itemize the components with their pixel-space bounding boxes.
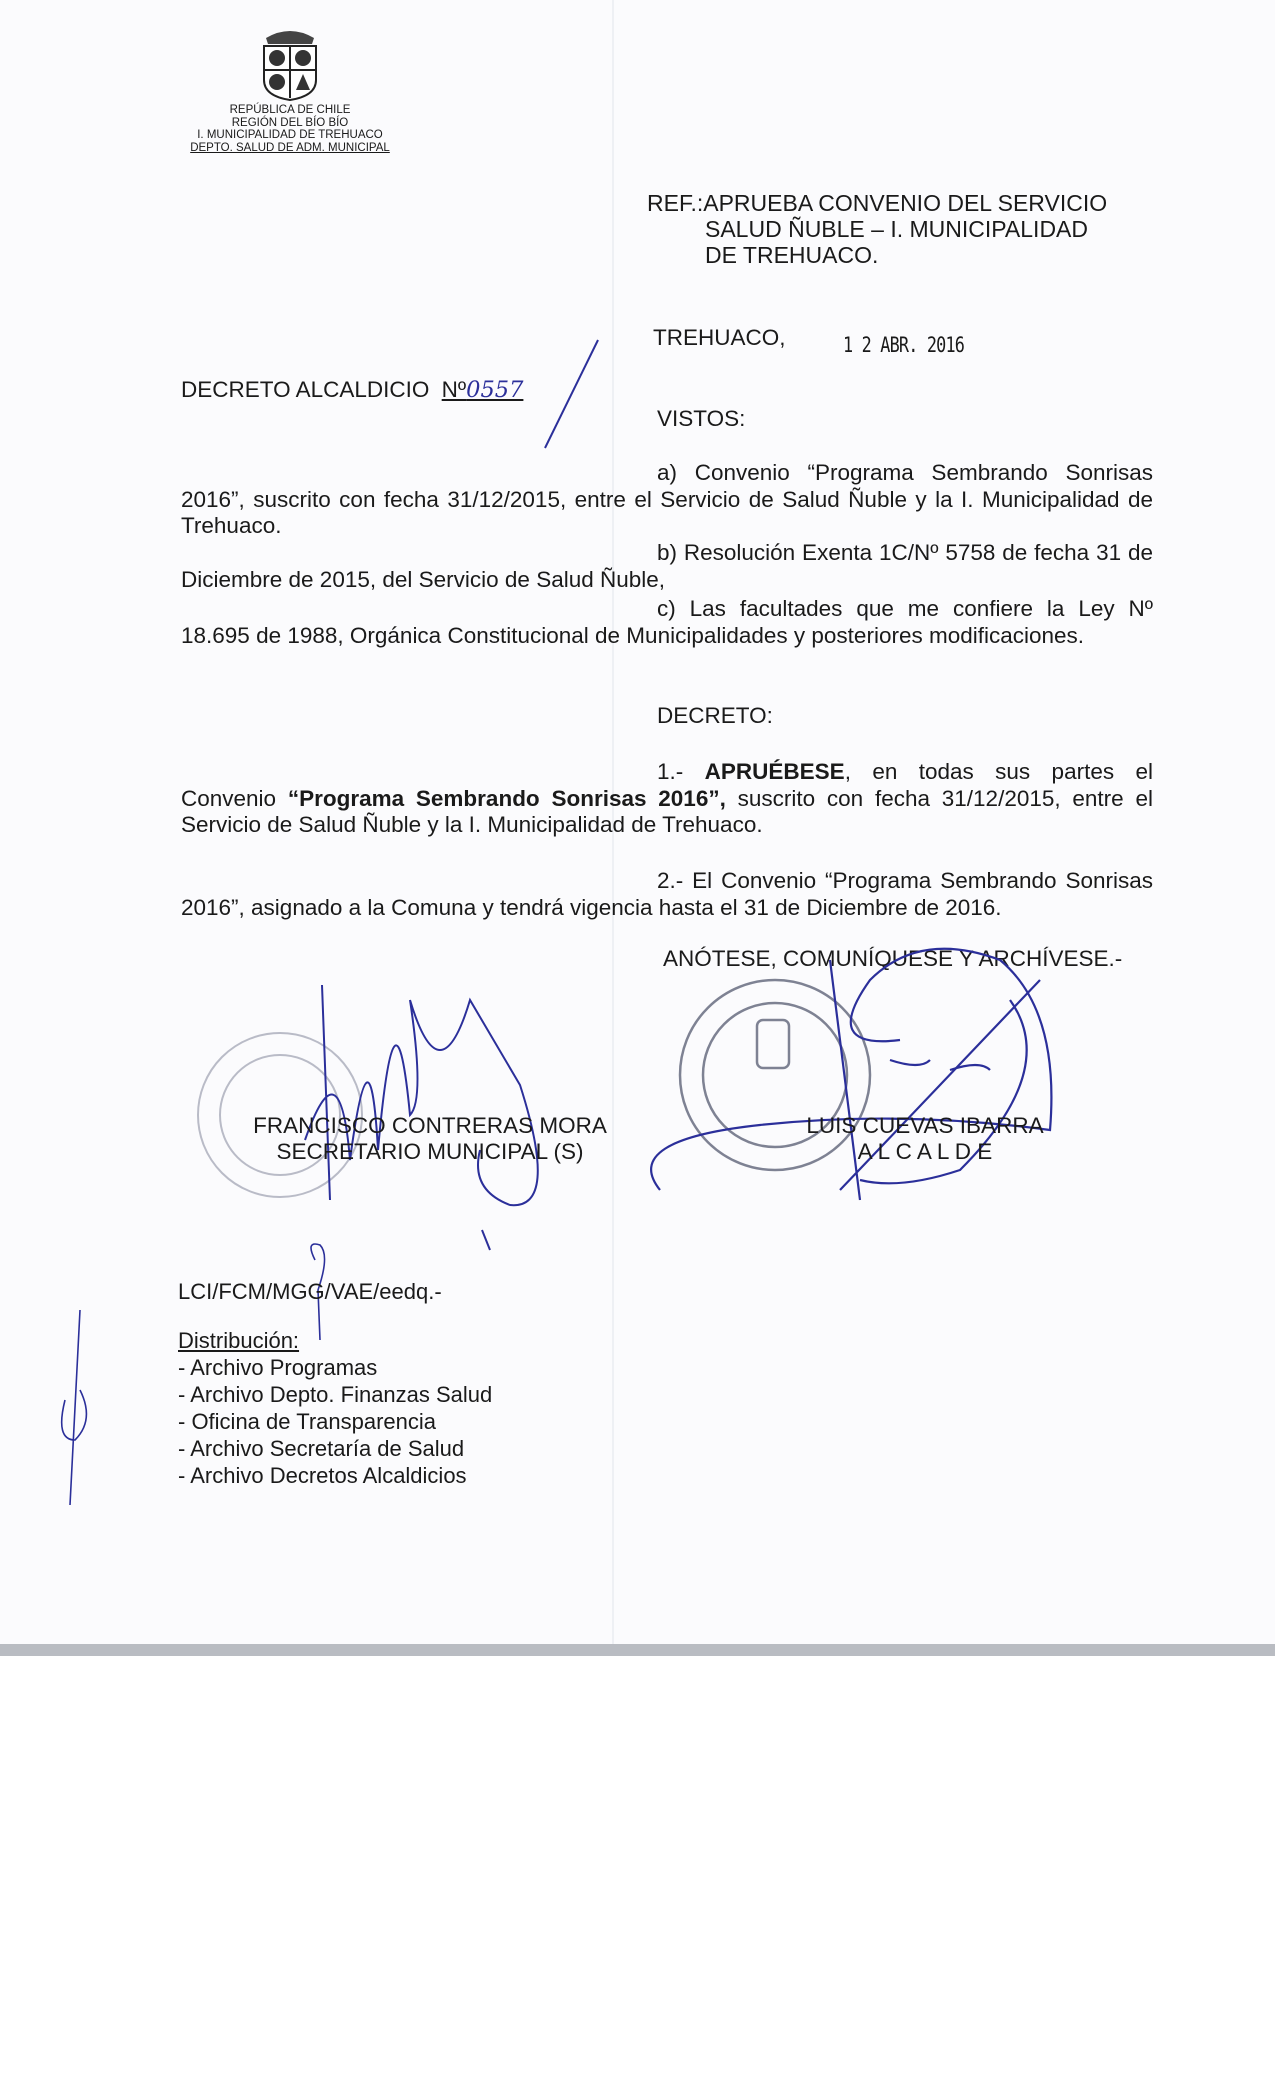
signatory-mayor bbox=[770, 1113, 1080, 1165]
distribution-heading: Distribución: bbox=[178, 1328, 300, 1353]
distribution-item: - Archivo Decretos Alcaldicios bbox=[178, 1463, 467, 1488]
bold-text: “Programa Sembrando Sonrisas 2016”, bbox=[287, 785, 726, 811]
signatory-title: SECRETARIO MUNICIPAL (S) bbox=[276, 1139, 584, 1164]
decreto-item-2: 2.- El Convenio “Programa Sembrando Sonrisas 2016”, asignado a la Comuna y tendrá vigencia hasta el 31 de Diciembre de 2016. bbox=[181, 868, 1153, 920]
signatory-secretary bbox=[235, 1113, 625, 1165]
date-stamp: 1 2 ABR. 2016 bbox=[843, 333, 965, 357]
decree-label: DECRETO ALCALDICIO bbox=[181, 377, 430, 402]
letterhead-text bbox=[180, 104, 400, 154]
vistos-item-c: c) Las facultades que me confiere la Ley Nº 18.695 de 1988, Orgánica Constitucional de Municipalidades y posteriores modificaciones. bbox=[181, 596, 1153, 648]
reference-line: SALUD ÑUBLE – I. MUNICIPALIDAD bbox=[705, 216, 1089, 242]
coat-of-arms-logo bbox=[258, 24, 322, 102]
distribution-item: - Archivo Secretaría de Salud bbox=[178, 1436, 465, 1461]
decree-number-prefix: Nº bbox=[441, 377, 467, 402]
closing-formula: ANÓTESE, COMUNÍQUESE Y ARCHÍVESE.- bbox=[663, 946, 1123, 971]
bold-text: APRUÉBESE bbox=[704, 759, 845, 784]
distribution-item: - Archivo Depto. Finanzas Salud bbox=[178, 1382, 493, 1407]
letterhead-line: DEPTO. SALUD DE ADM. MUNICIPAL bbox=[190, 141, 390, 154]
letterhead-line: I. MUNICIPALIDAD DE TREHUACO bbox=[197, 129, 383, 141]
vistos-item-b: b) Resolución Exenta 1C/Nº 5758 de fecha 31 de Diciembre de 2015, del Servicio de Salud Ñuble, bbox=[181, 540, 1153, 592]
reference-block bbox=[647, 190, 1107, 268]
signatory-title: A L C A L D E bbox=[857, 1139, 993, 1164]
vistos-heading: VISTOS: bbox=[657, 406, 746, 431]
page-bottom-edge bbox=[0, 1644, 1275, 1656]
distribution-item: - Oficina de Transparencia bbox=[178, 1409, 437, 1434]
signatory-name: LUIS CUEVAS IBARRA bbox=[806, 1113, 1044, 1138]
item-number: 1.- bbox=[657, 759, 684, 784]
signatory-name: FRANCISCO CONTRERAS MORA bbox=[253, 1113, 607, 1138]
letterhead-line: REPÚBLICA DE CHILE bbox=[229, 104, 351, 116]
reference-line: REF.:APRUEBA CONVENIO DEL SERVICIO bbox=[647, 190, 1108, 216]
decreto-item-1 bbox=[181, 759, 1153, 839]
text: , en todas sus partes el Convenio bbox=[181, 759, 1153, 811]
initials: LCI/FCM/MGG/VAE/eedq.- bbox=[178, 1279, 442, 1304]
reference-line: DE TREHUACO. bbox=[705, 242, 879, 268]
decreto-heading: DECRETO: bbox=[657, 703, 773, 728]
place: TREHUACO, bbox=[653, 325, 786, 350]
decree-number bbox=[181, 377, 523, 404]
vistos-item-a: a) Convenio “Programa Sembrando Sonrisas 2016”, suscrito con fecha 31/12/2015, entre el Servicio de Salud Ñuble y la I. Municipalidad de Trehuaco. bbox=[181, 460, 1153, 538]
letterhead-line: REGIÓN DEL BÍO BÍO bbox=[231, 116, 349, 129]
distribution-block bbox=[178, 1278, 492, 1489]
decree-number-handwritten: 0557 bbox=[466, 377, 524, 403]
distribution-item: - Archivo Programas bbox=[178, 1355, 378, 1380]
text: suscrito con fecha 31/12/2015, entre el Servicio de Salud Ñuble y la I. Municipalidad de Trehuaco. bbox=[181, 785, 1153, 837]
